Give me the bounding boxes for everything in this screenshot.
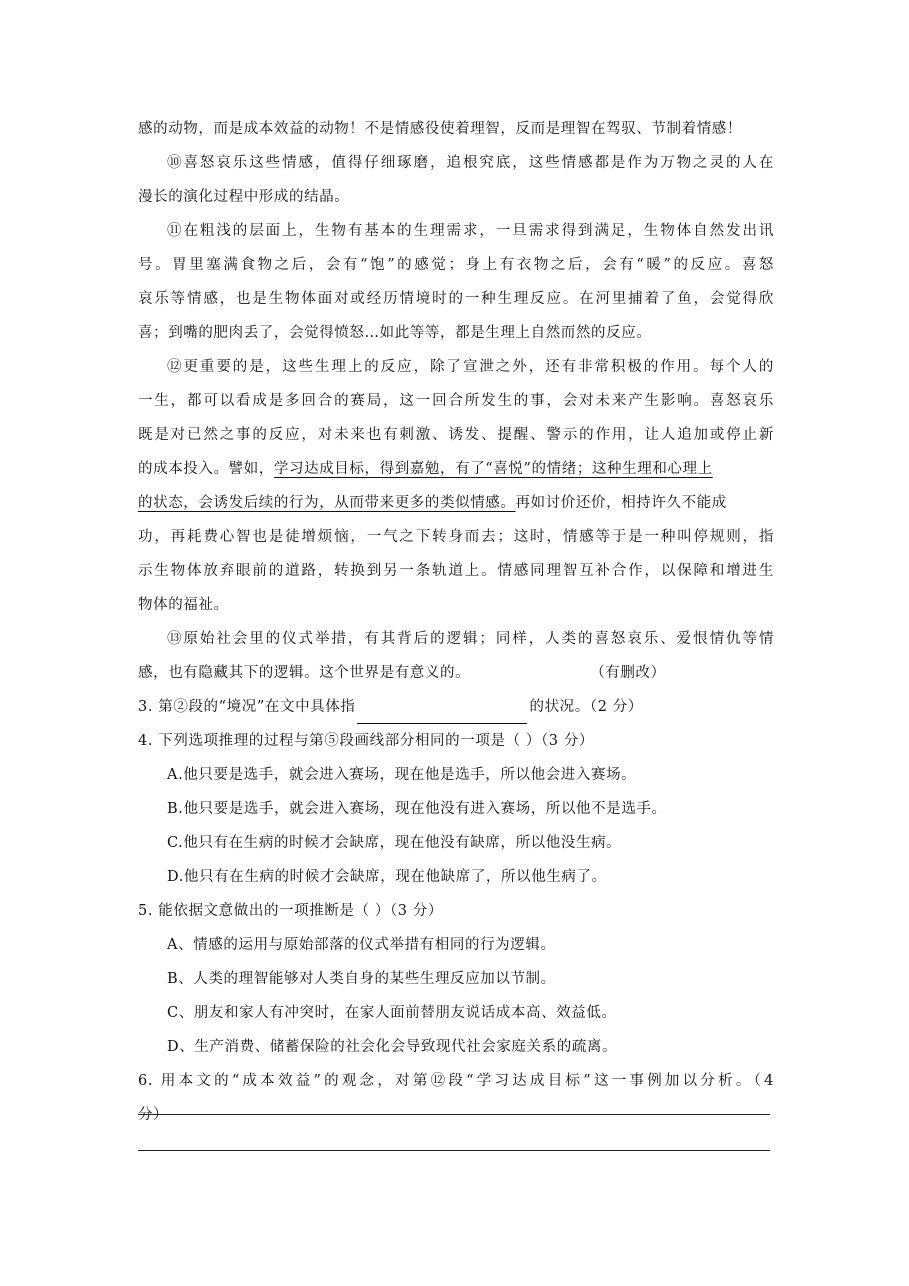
underlined-sentence: 学习达成目标，得到嘉勉，有了“喜悦”的情绪；这种生理和心理上 (273, 461, 713, 477)
question-3-prefix: 3. 第②段的“境况”在文中具体指 (138, 699, 356, 715)
paragraph-12-line: 功，再耗费心智也是徒增烦恼，一气之下转身而去；这时，情感等于是一种叫停规则，指 (138, 529, 774, 545)
paragraph-12-text: 再如讨价还价，相持许久不能成 (515, 495, 727, 511)
paragraph-12-line (138, 486, 774, 520)
paragraph-11-line: ⑪在粗浅的层面上，生物有基本的生理需求，一旦需求得到满足，生物体自然发出讯 (167, 223, 774, 239)
paragraph-10-line: ⑩喜怒哀乐这些情感，值得仔细琢磨，追根究底，这些情感都是作为万物之灵的人在 (167, 155, 774, 171)
paragraph-13-line (138, 656, 774, 690)
question-4-option-d: D.他只有在生病的时候才会缺席，现在他缺席了，所以他生病了。 (167, 869, 607, 885)
paragraph-12-line: 既是对已然之事的反应，对未来也有刺激、诱发、提醒、警示的作用，让人追加或停止新 (138, 427, 774, 443)
question-5-stem: 5. 能依据文意做出的一项推断是（ ）（3 分） (138, 903, 444, 919)
paragraph-12-line: 示生物体放弃眼前的道路，转换到另一条轨道上。情感同理智互补合作，以保障和增进生 (138, 563, 774, 579)
paragraph-10-line: 漫长的演化过程中形成的结晶。 (138, 189, 350, 205)
paragraph-13-text: 感，也有隐藏其下的逻辑。这个世界是有意义的。 (138, 665, 471, 681)
question-4-option-c: C.他只有在生病的时候才会缺席，现在他没有缺席，所以他没生病。 (167, 835, 622, 851)
paragraph-12-line: 物体的福祉。 (138, 597, 229, 613)
paragraph-12-line (138, 452, 774, 486)
answer-line[interactable] (138, 1150, 770, 1151)
paragraph-12-line: 一生，都可以看成是多回合的赛局，这一回合所发生的事，会对未来产生影响。喜怒哀乐 (138, 393, 774, 409)
question-5-option-d: D、生产消费、储蓄保险的社会化会导致现代社会家庭关系的疏离。 (167, 1039, 618, 1055)
question-6-line: 分） (138, 1107, 169, 1123)
question-3-suffix: 的状况。（2 分） (529, 699, 643, 715)
paragraph-11-line: 喜；到嘴的肥肉丢了，会觉得愤怒…如此等等，都是生理上自然而然的反应。 (138, 325, 652, 341)
question-6-line: 6. 用本文的“成本效益”的观念，对第⑫段“学习达成目标”这一事例加以分析。（4 (138, 1073, 774, 1089)
paragraph-13-line: ⑬原始社会里的仪式举措，有其背后的逻辑；同样，人类的喜怒哀乐、爱恨情仇等情 (167, 631, 774, 647)
source-note: （有删改） (590, 665, 666, 681)
passage-line: 感的动物，而是成本效益的动物！不是情感役使着理智，反而是理智在驾驭、节制着情感！ (138, 121, 742, 137)
question-3 (138, 690, 774, 724)
document-page (138, 112, 774, 1132)
answer-line[interactable] (138, 1114, 770, 1115)
question-5-option-a: A、情感的运用与原始部落的仪式举措有相同的行为逻辑。 (167, 937, 556, 953)
paragraph-11-line: 哀乐等情感，也是生物体面对或经历情境时的一种生理反应。在河里捕着了鱼，会觉得欣 (138, 291, 774, 307)
paragraph-12-text: 的成本投入。譬如， (138, 461, 274, 477)
answer-blank[interactable] (357, 701, 527, 724)
paragraph-11-line: 号。胃里塞满食物之后，会有“饱”的感觉；身上有衣物之后，会有“暖”的反应。喜怒 (138, 257, 774, 273)
question-4-option-b: B.他只要是选手，就会进入赛场，现在他没有进入赛场，所以他不是选手。 (167, 801, 667, 817)
question-4-stem: 4. 下列选项推理的过程与第⑤段画线部分相同的一项是（ ）（3 分） (138, 733, 595, 749)
paragraph-12-line: ⑫更重要的是，这些生理上的反应，除了宣泄之外，还有非常积极的作用。每个人的 (167, 359, 774, 375)
question-5-option-c: C、朋友和家人有冲突时，在家人面前替朋友说话成本高、效益低。 (167, 1005, 617, 1021)
question-5-option-b: B、人类的理智能够对人类自身的某些生理反应加以节制。 (167, 971, 556, 987)
underlined-sentence: 的状态，会诱发后续的行为，从而带来更多的类似情感。 (138, 495, 516, 511)
question-4-option-a: A.他只要是选手，就会进入赛场，现在他是选手，所以他会进入赛场。 (167, 767, 637, 783)
